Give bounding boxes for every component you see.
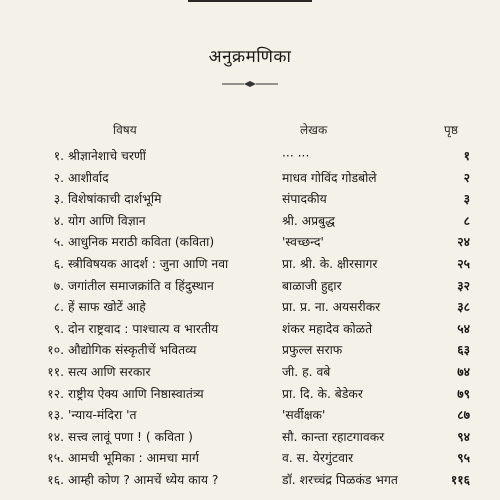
contents-row: [0, 319, 500, 341]
row-number: ७.: [53, 278, 64, 293]
row-subject: विशेषांकाची दार्शभूमि: [68, 192, 162, 207]
row-subject: राष्ट्रीय ऐक्य आणि निष्ठास्वातंत्र्य: [68, 386, 204, 401]
row-page: ९५: [457, 451, 470, 466]
contents-row: [0, 146, 500, 168]
row-number: ४.: [53, 213, 64, 228]
contents-row: [0, 189, 500, 211]
row-author: 'सर्वीक्षक': [282, 408, 326, 423]
row-page: ८७: [457, 408, 470, 423]
contents-row: [0, 340, 500, 362]
row-author: प्रा. प्र. ना. अयसरीकर: [282, 300, 381, 315]
row-number: १४.: [47, 429, 64, 444]
row-subject: आशीर्वाद: [68, 170, 109, 185]
contents-row: [0, 297, 500, 319]
row-subject: 'न्याय-मंदिरा 'त: [68, 408, 137, 423]
row-number: ८.: [53, 300, 64, 315]
row-subject: जगांतील समाजक्रांति व हिंदुस्थान: [68, 278, 214, 293]
row-number: ५.: [53, 235, 64, 250]
row-subject: आधुनिक मराठी कविता (कविता): [68, 235, 215, 250]
row-author: प्रा. दि. के. बेडेकर: [282, 386, 363, 401]
row-subject: सत्त्व लावूं पणा ! ( कविता ): [68, 429, 193, 444]
row-subject: औद्योगिक संस्कृतीचें भवितव्य: [68, 343, 197, 358]
row-number: १.: [53, 149, 64, 163]
row-number: ६.: [53, 256, 64, 271]
row-number: ११.: [47, 364, 64, 379]
row-subject: स्त्रीविषयक आदर्श : जुना आणि नवा: [68, 256, 229, 271]
contents-row: [0, 470, 500, 492]
contents-list: [0, 146, 500, 492]
row-author: बाळाजी हुद्दार: [282, 278, 342, 293]
header-subject: विषय: [113, 123, 137, 137]
row-number: १३.: [47, 408, 64, 423]
contents-row: [0, 211, 500, 233]
contents-row: [0, 427, 500, 449]
contents-row: [0, 448, 500, 470]
row-page: ११६: [450, 472, 470, 487]
row-page: ६३: [457, 343, 470, 358]
row-subject: हें साफ खोटें आहे: [68, 300, 146, 315]
row-subject: आमची भूमिका : आमचा मार्ग: [68, 451, 199, 466]
row-page: ९४: [457, 429, 470, 444]
row-page: ३२: [457, 278, 470, 293]
row-subject: आम्ही कोण ? आमचें ध्येय काय ?: [68, 472, 219, 487]
contents-row: [0, 276, 500, 298]
row-number: १२.: [47, 386, 64, 401]
header-page: पृष्ठ: [444, 123, 458, 137]
row-author: श्री. अप्रबुद्ध: [282, 213, 335, 228]
title-flourish: [222, 80, 278, 88]
row-page: २: [463, 170, 470, 185]
row-page: ७९: [457, 386, 470, 401]
row-number: १६.: [47, 472, 64, 487]
row-page: ७४: [457, 364, 470, 379]
row-page: ८: [463, 213, 470, 228]
row-page: ३८: [457, 300, 470, 315]
contents-row: [0, 384, 500, 406]
contents-row: [0, 254, 500, 276]
row-number: १५.: [47, 451, 64, 466]
contents-row: [0, 405, 500, 427]
row-author: संपादकीय: [282, 192, 327, 207]
row-page: २५: [457, 256, 470, 271]
contents-row: [0, 232, 500, 254]
contents-row: [0, 362, 500, 384]
row-page: ३: [463, 192, 470, 207]
row-number: ३.: [53, 192, 64, 207]
row-subject: सत्य आणि सरकार: [68, 364, 151, 379]
row-subject: योग आणि विज्ञान: [68, 213, 146, 228]
row-page: २४: [457, 235, 470, 250]
top-ornament: [188, 0, 312, 4]
row-author: प्रफुल्ल सराफ: [282, 343, 343, 358]
row-author: जी. ह. वबे: [282, 364, 331, 379]
row-author: व. स. येरगुंटवार: [282, 451, 354, 466]
row-page: १: [463, 149, 470, 163]
row-subject: दोन राष्ट्रवाद : पाश्चात्य व भारतीय: [68, 321, 219, 336]
row-author: डॉ. शरच्चंद्र पिळकंड भगत: [282, 472, 398, 487]
page-title: अनुक्रमणिका: [208, 47, 292, 67]
row-author: शंकर महादेव कोळते: [282, 321, 373, 336]
row-author: प्रा. श्री. के. क्षीरसागर: [282, 256, 378, 271]
row-author: 'स्वच्छन्द': [282, 235, 324, 250]
row-subject: श्रीज्ञानेशाचे चरणीं: [68, 149, 146, 163]
row-author: ··· ···: [282, 149, 310, 163]
row-number: २.: [53, 170, 64, 185]
header-author: लेखक: [300, 123, 328, 137]
row-page: ५४: [457, 321, 470, 336]
row-number: १०.: [47, 343, 64, 358]
row-author: माधव गोविंद गोडबोले: [282, 170, 377, 185]
row-number: ९.: [53, 321, 64, 336]
contents-row: [0, 168, 500, 190]
row-author: सौ. कान्ता रहाटगावकर: [282, 429, 385, 444]
